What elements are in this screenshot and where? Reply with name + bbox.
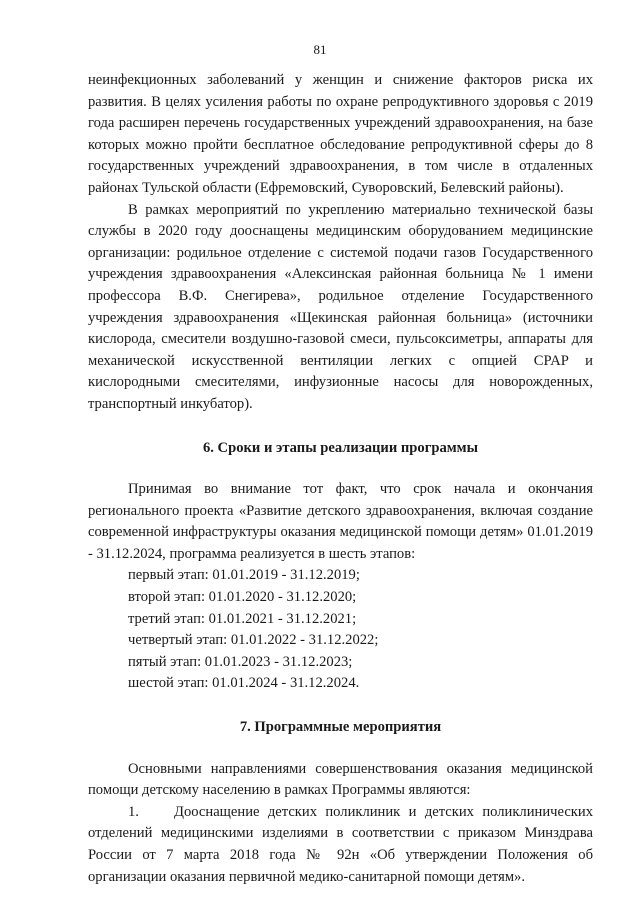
page-content (88, 70, 593, 888)
stage-item: третий этап: 01.01.2021 - 31.12.2021; (128, 610, 357, 627)
stage-item: четвертый этап: 01.01.2022 - 31.12.2022; (128, 632, 379, 649)
stage-item: первый этап: 01.01.2019 - 31.12.2019; (128, 567, 360, 584)
section-7-intro: Основными направлениями совершенствования оказания медицинской помощи детскому населению в рамках Программы являются: (88, 760, 593, 799)
section-7-item-1 (88, 802, 593, 888)
stages-list (88, 565, 593, 695)
paragraph-continuation: неинфекционных заболеваний у женщин и снижение факторов риска их развития. В целях усиления работы по охране репродуктивного здоровья с 2019 года расширен перечень государственных учреждений здравоохранения, на базе которых можно пройти бесплатное обследование репродуктивной сферы до 8 государственных учреждений здравоохранения, в том числе в отдаленных районах Тульской области (Ефремовский, Суворовский, Белевский районы). (88, 72, 593, 196)
section-6-intro: Принимая во внимание тот факт, что срок начала и окончания регионального проекта «Развитие детского здравоохранения, включая создание современной инфраструктуры оказания медицинской помощи детям» 01.01.2019 - 31.12.2024, программа реализуется в шесть этапов: (88, 481, 593, 562)
item-text: Дооснащение детских поликлиник и детских поликлинических отделений медицинскими изделиями в соответствии с приказом Минздрава России от 7 марта 2018 года № 92н «Об утверждении Положения об организации оказания первичной медико-санитарной помощи детям». (88, 803, 593, 885)
stage-item: пятый этап: 01.01.2023 - 31.12.2023; (128, 653, 353, 670)
stage-item: шестой этап: 01.01.2024 - 31.12.2024. (128, 675, 360, 692)
item-number: 1. (128, 803, 139, 820)
page-number: 81 (313, 42, 327, 57)
section-6-heading: 6. Сроки и этапы реализации программы (202, 439, 479, 456)
stage-item: второй этап: 01.01.2020 - 31.12.2020; (128, 589, 357, 606)
paragraph-equipment: В рамках мероприятий по укреплению материально технической базы службы в 2020 году дооснащены медицинским оборудованием медицинские организации: родильное отделение с системой подачи газов Государственного учреждения здравоохранения «Алексинская районная больница № 1 имени профессора В.Ф. Снегирева», родильное отделение Государственного учреждения здравоохранения «Щекинская районная больница» (источники кислорода, смесители воздушно-газовой смеси, пульсоксиметры, аппараты для механической искусственной вентиляции легких с опцией CPAP и кислородными смесителями, инфузионные насосы для новорожденных, транспортный инкубатор). (88, 201, 593, 412)
section-7-heading: 7. Программные мероприятия (239, 719, 442, 736)
